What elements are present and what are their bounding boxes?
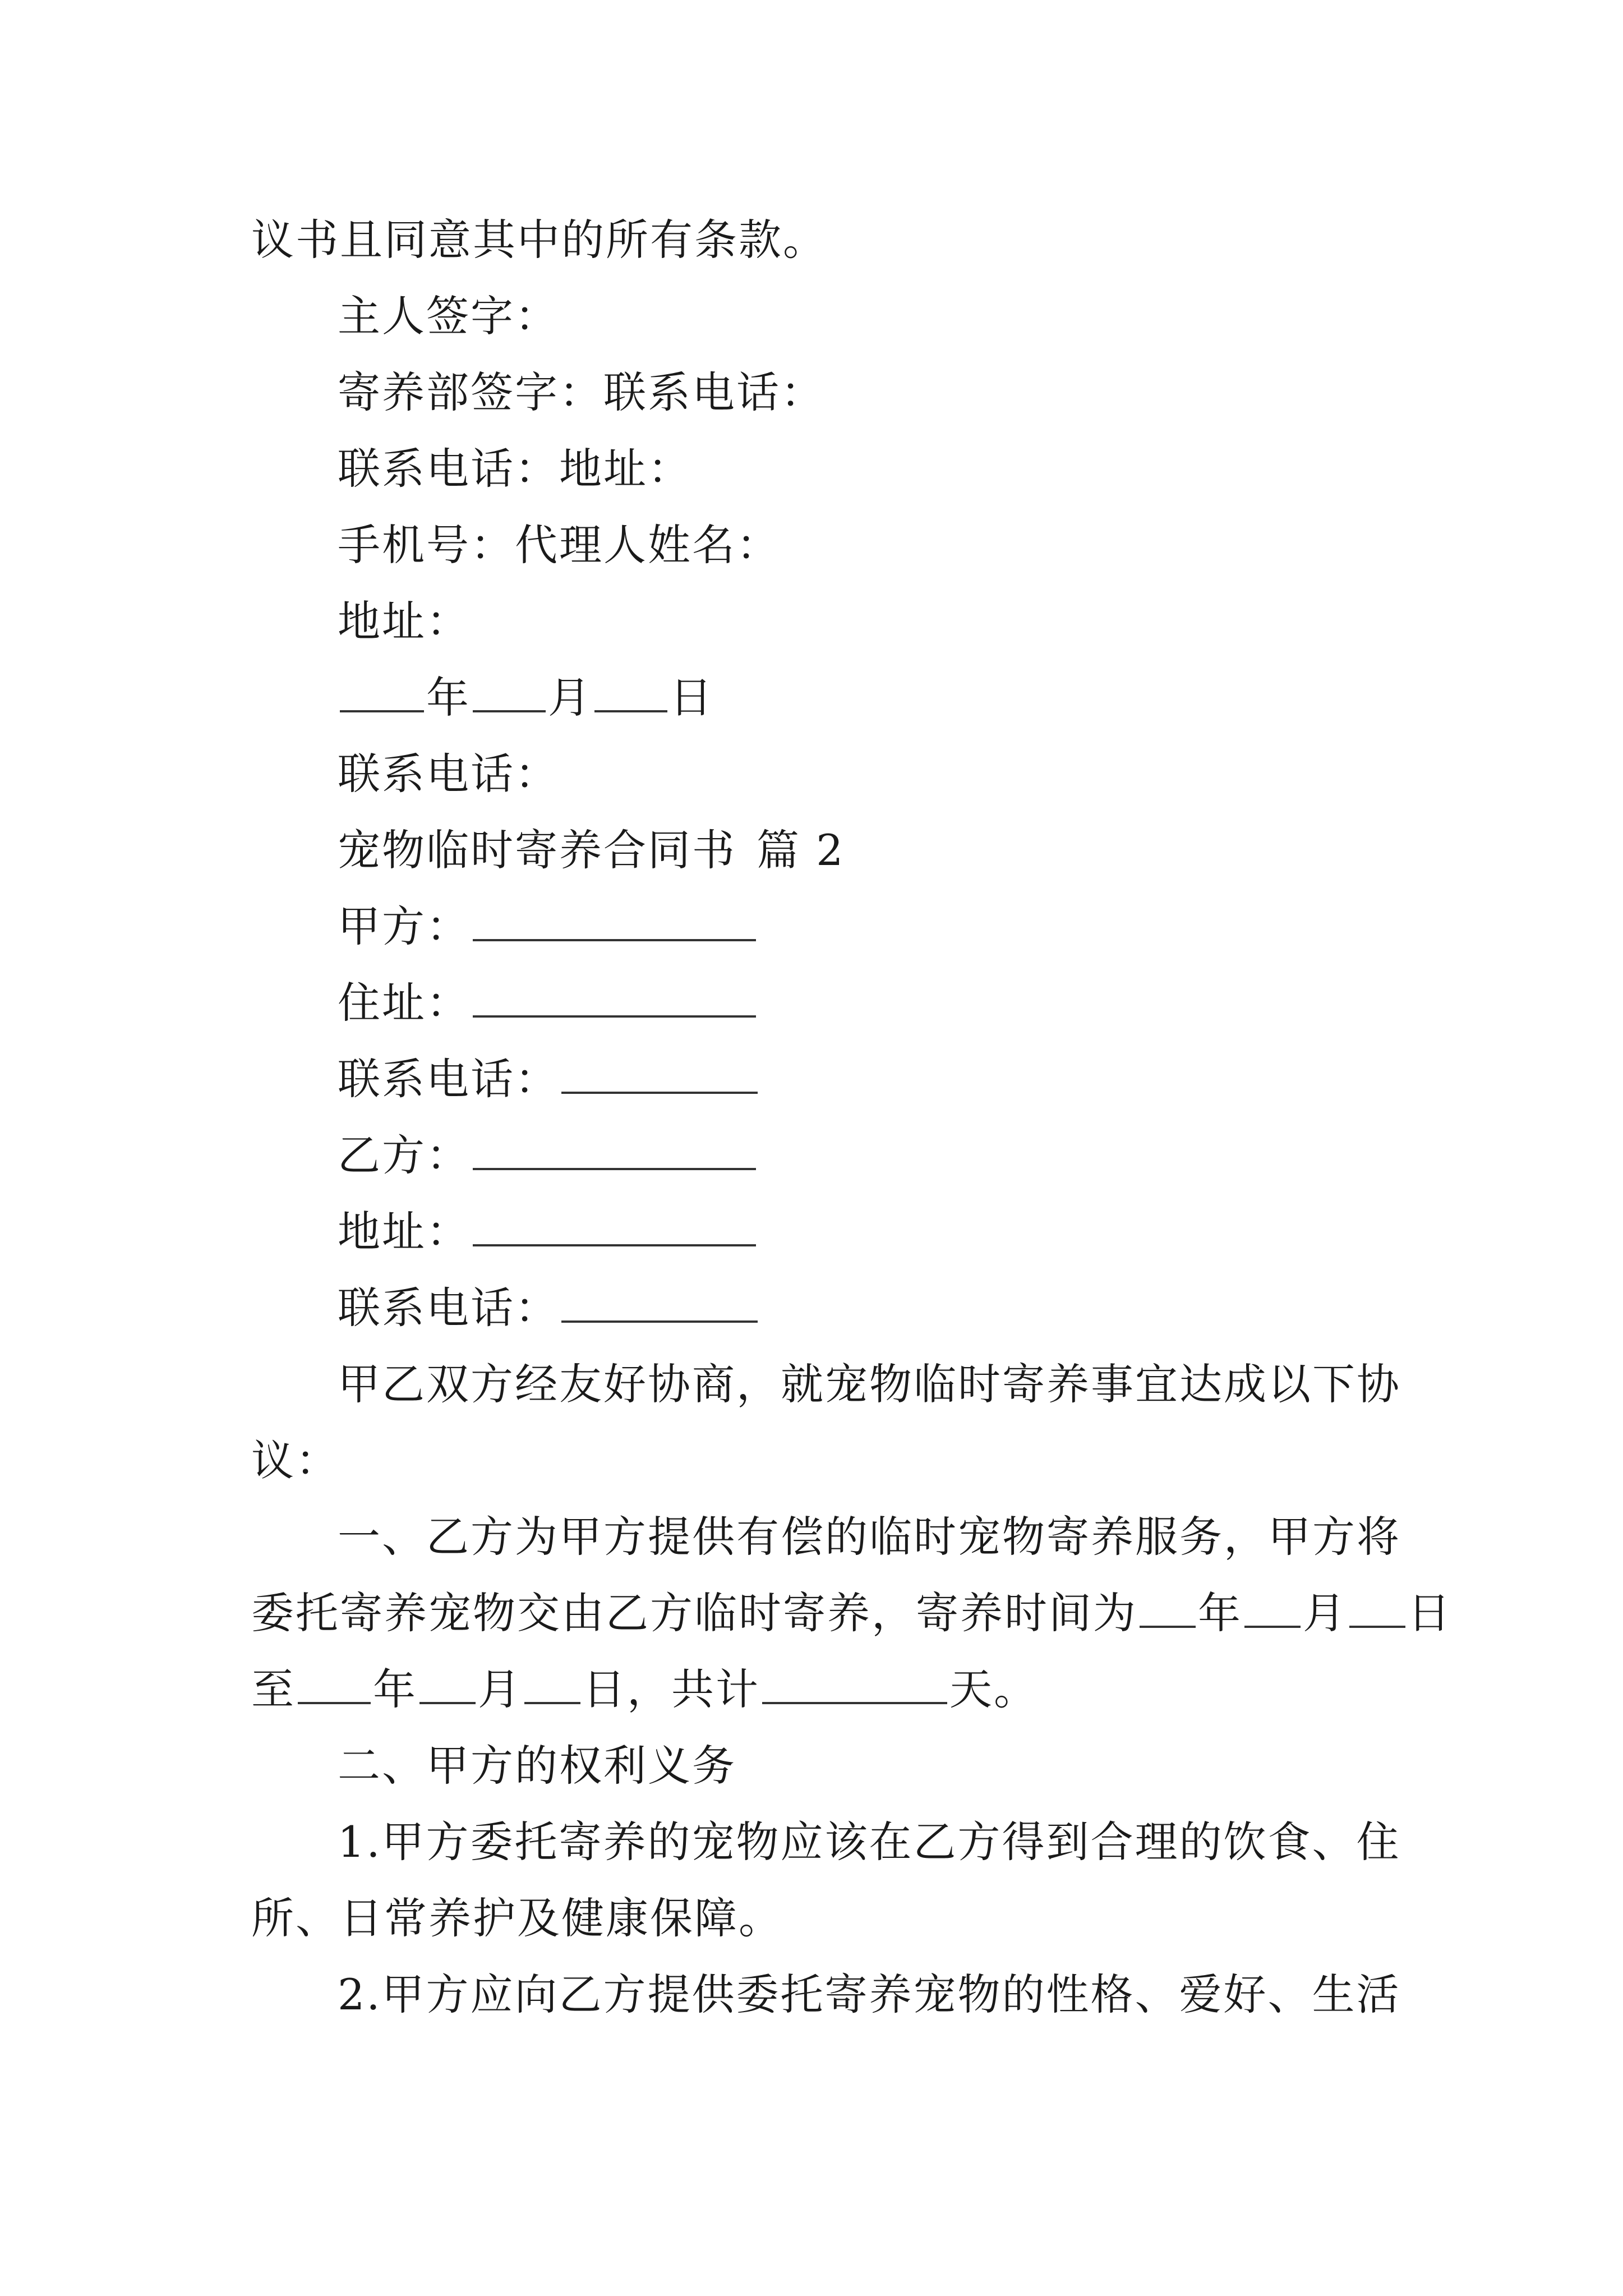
section-title xyxy=(338,822,1390,878)
day-blank xyxy=(594,671,667,712)
clause-line: 1.甲方委托寄养的宠物应该在乙方得到合理的饮食、住 xyxy=(338,1817,1401,1867)
phone-label: 联系电话： xyxy=(338,749,559,799)
date-line xyxy=(338,670,1390,726)
end-day-label: 日，共计 xyxy=(583,1664,760,1714)
party-a-blank xyxy=(473,900,756,941)
end-year-blank xyxy=(298,1663,371,1704)
paragraph-line: 甲乙双方经友好协商，就宠物临时寄养事宜达成以下协 xyxy=(338,1359,1401,1409)
party-b-address-field xyxy=(338,1204,1390,1260)
month-label: 月 xyxy=(548,673,592,723)
end-day-blank xyxy=(524,1663,580,1704)
total-days-blank xyxy=(762,1663,947,1704)
party-b-phone-blank xyxy=(561,1281,758,1323)
clause-1-period-line xyxy=(251,1585,1452,1641)
boarding-signature-label: 寄养部签字：联系电话： xyxy=(338,367,825,417)
residence-field xyxy=(338,975,1390,1031)
start-day-label: 日 xyxy=(1408,1588,1452,1638)
start-year-label: 年 xyxy=(1198,1588,1242,1638)
party-b-phone-label: 联系电话： xyxy=(338,1283,559,1333)
party-a-field xyxy=(338,899,1390,955)
end-month-label: 月 xyxy=(478,1664,522,1714)
start-month-blank xyxy=(1244,1586,1301,1628)
clause-1-line: 一、乙方为甲方提供有偿的临时宠物寄养服务，甲方将 xyxy=(338,1512,1401,1562)
clause-1-end-line xyxy=(251,1662,1390,1718)
start-year-blank xyxy=(1140,1586,1196,1628)
residence-label: 住址： xyxy=(338,978,471,1028)
contract-title: 宠物临时寄养合同书 xyxy=(338,825,736,875)
mobile-agent-label: 手机号：代理人姓名： xyxy=(338,520,781,570)
end-year-label: 年 xyxy=(373,1664,417,1714)
year-label: 年 xyxy=(426,673,471,723)
start-day-blank xyxy=(1349,1586,1405,1628)
party-b-blank xyxy=(473,1129,756,1170)
start-month-label: 月 xyxy=(1303,1588,1347,1638)
clause-text: 委托寄养宠物交由乙方临时寄养，寄养时间为 xyxy=(251,1588,1137,1638)
address-label: 地址： xyxy=(338,596,471,646)
days-label: 天。 xyxy=(949,1664,1038,1714)
party-a-phone-blank xyxy=(561,1052,758,1094)
party-a-phone-label: 联系电话： xyxy=(338,1054,559,1104)
year-blank xyxy=(340,671,424,712)
section-heading: 二、甲方的权利义务 xyxy=(338,1741,736,1791)
party-b-address-label: 地址： xyxy=(338,1207,471,1257)
phone-address-label: 联系电话：地址： xyxy=(338,444,692,494)
party-b-label: 乙方： xyxy=(338,1130,471,1180)
owner-signature-label: 主人签字： xyxy=(338,291,559,341)
end-month-blank xyxy=(419,1663,476,1704)
residence-blank xyxy=(473,976,756,1018)
party-b-field xyxy=(338,1128,1390,1184)
party-a-label: 甲方： xyxy=(338,901,471,951)
party-b-address-blank xyxy=(473,1205,756,1246)
clause-line: 2.甲方应向乙方提供委托寄养宠物的性格、爱好、生活 xyxy=(338,1970,1401,2019)
party-b-phone-field xyxy=(338,1280,1390,1336)
clause-line: 所、日常养护及健康保障。 xyxy=(251,1893,783,1943)
part-number: 篇 2 xyxy=(757,825,845,875)
text-line: 议书且同意其中的所有条款。 xyxy=(251,215,827,265)
to-label: 至 xyxy=(251,1664,296,1714)
month-blank xyxy=(473,671,546,712)
party-a-phone-field xyxy=(338,1051,1390,1107)
day-label: 日 xyxy=(670,673,714,723)
paragraph-line: 议： xyxy=(251,1435,340,1485)
